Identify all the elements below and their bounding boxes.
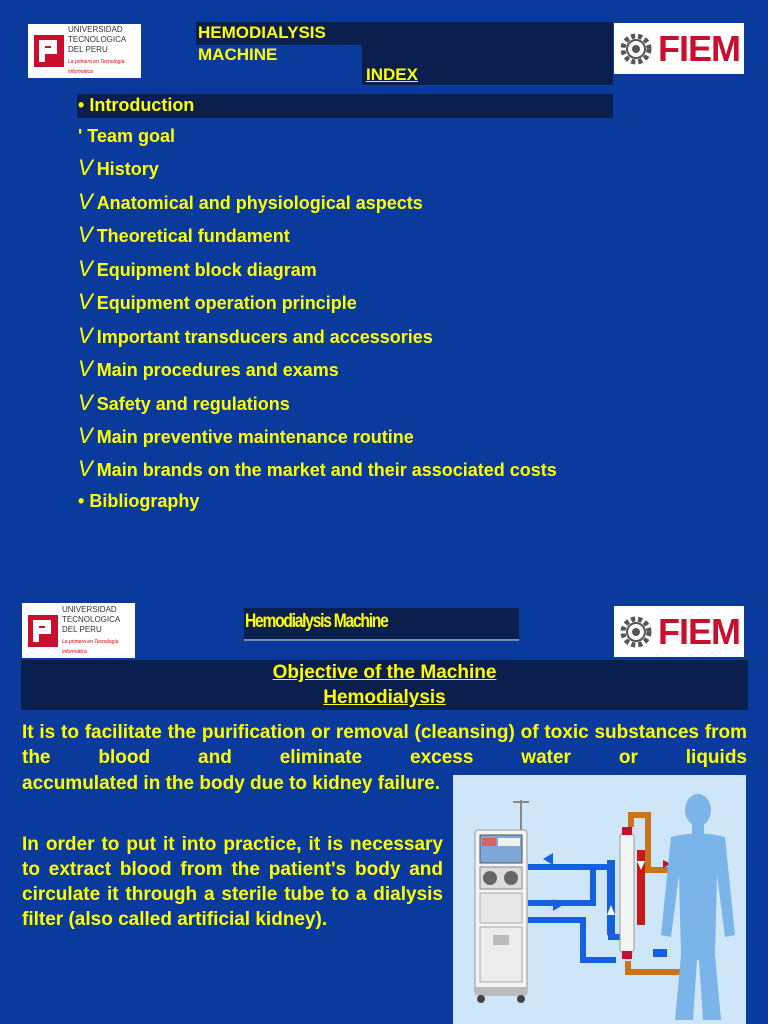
index-item-label: Introduction	[89, 95, 195, 115]
utp-logo	[28, 24, 141, 78]
slide1-subtitle	[364, 64, 418, 86]
index-item-bibliography	[78, 491, 199, 512]
utp-logo-line: UNIVERSIDAD	[62, 604, 117, 614]
index-bullet: '	[78, 126, 83, 146]
utp-logo-slogan: La primera en Tecnología Informática	[62, 638, 119, 655]
check-mark: V	[78, 155, 93, 180]
utp-logo-slogan: La primera en Tecnología Informática	[68, 59, 125, 75]
index-item-label: Main preventive maintenance routine	[96, 427, 414, 447]
slide2-header-text: Hemodialysis Machine	[245, 611, 388, 632]
index-bullet: •	[78, 95, 85, 115]
slide1-subtitle-text: INDEX	[366, 65, 418, 84]
objective-banner	[21, 660, 748, 710]
fiem-logo-text: FIEM	[658, 27, 740, 69]
utp-logo-line: DEL PERU	[62, 624, 102, 634]
fiem-logo	[614, 23, 744, 74]
objective-paragraph-line: It is to facilitate the purification or removal (cleansing) of toxic substances from the blood and eliminate excess water or liquids	[22, 722, 747, 768]
check-mark: V	[78, 390, 93, 415]
check-mark: V	[78, 456, 93, 481]
procedure-paragraph	[22, 832, 443, 932]
fiem-gear-icon	[618, 614, 654, 650]
index-item-label: History	[96, 159, 159, 179]
dialysis-machine-image	[475, 800, 529, 1003]
slide2-header-box	[244, 608, 519, 641]
index-item-label: Equipment block diagram	[96, 260, 317, 280]
procedure-paragraph-text: In order to put it into practice, it is necessary to extract blood from the patient's body and circulate it through a sterile tube to a dialysis filter (also called artificial kidney).	[22, 834, 443, 930]
human-silhouette-image	[661, 794, 735, 1020]
utp-logo	[22, 603, 135, 658]
index-item-introduction	[78, 95, 194, 116]
utp-logo-line: DEL PERU	[68, 45, 108, 54]
index-item-history	[78, 155, 159, 181]
objective-paragraph-rest: accumulated in the body due to kidney failure.	[22, 773, 441, 794]
utp-logo-line: TECNOLOGICA	[62, 614, 121, 624]
utp-logo-line: UNIVERSIDAD	[68, 25, 123, 34]
index-item-label: Anatomical and physiological aspects	[96, 193, 423, 213]
index-item-procedures	[78, 356, 339, 382]
objective-title-line1: Objective of the Machine	[272, 662, 497, 683]
fiem-gear-icon	[618, 31, 654, 67]
index-item-label: Team goal	[87, 126, 175, 146]
check-mark: V	[78, 256, 93, 281]
objective-title-line2: Hemodialysis	[323, 687, 446, 708]
index-item-brands	[78, 456, 557, 482]
fiem-logo	[614, 606, 744, 657]
utp-logo-line: TECNOLOGICA	[68, 35, 127, 44]
index-item-maintenance	[78, 423, 414, 449]
index-item-label: Important transducers and accessories	[96, 327, 433, 347]
index-item-team-goal	[78, 126, 175, 147]
index-item-label: Main procedures and exams	[96, 360, 339, 380]
objective-paragraph-continued	[22, 771, 443, 796]
slide1-title	[196, 22, 364, 64]
check-mark: V	[78, 222, 93, 247]
objective-paragraph	[22, 720, 747, 770]
index-item-operation	[78, 289, 357, 315]
index-item-transducers	[78, 323, 433, 349]
index-item-label: Safety and regulations	[96, 394, 290, 414]
index-item-label: Main brands on the market and their associated costs	[96, 460, 557, 480]
check-mark: V	[78, 356, 93, 381]
utp-logo-mark	[28, 615, 58, 647]
index-item-safety	[78, 390, 290, 416]
slide1-title-text: HEMODIALYSIS MACHINE	[198, 23, 326, 64]
utp-logo-mark	[34, 35, 64, 67]
check-mark: V	[78, 189, 93, 214]
index-bullet: •	[78, 491, 85, 511]
index-item-label: Equipment operation principle	[96, 293, 357, 313]
index-item-block-diagram	[78, 256, 317, 282]
check-mark: V	[78, 323, 93, 348]
index-item-anatomical	[78, 189, 423, 215]
check-mark: V	[78, 423, 93, 448]
check-mark: V	[78, 289, 93, 314]
index-item-theoretical	[78, 222, 290, 248]
fiem-logo-text: FIEM	[658, 610, 740, 652]
hemodialysis-illustration	[453, 775, 746, 1024]
index-item-label: Bibliography	[89, 491, 200, 511]
index-item-label: Theoretical fundament	[96, 226, 290, 246]
